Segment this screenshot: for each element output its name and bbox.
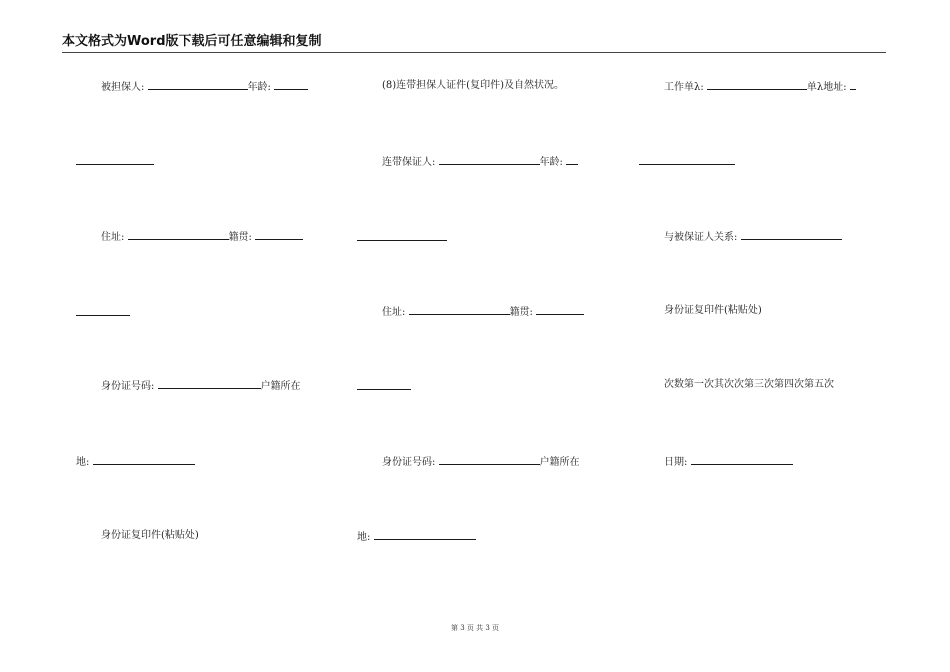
origin-label: 籍贯: — [228, 232, 252, 243]
joint-guarantor-label: 连带保证人: — [382, 157, 436, 168]
times-row: 次数第一次其次次第三次第四次第五次 — [664, 379, 834, 390]
relation-row — [664, 229, 842, 245]
continuation-blank-3[interactable] — [357, 232, 447, 241]
address-blank[interactable] — [128, 229, 229, 240]
hukou-label: 户籍所在 — [260, 381, 301, 392]
document-header-title: 本文格式为Word版下载后可任意编辑和复制 — [62, 34, 322, 49]
relation-label: 与被保证人关系: — [664, 232, 738, 243]
continuation-blank-2[interactable] — [76, 307, 130, 316]
address-label: 住址: — [382, 307, 406, 318]
origin-blank[interactable] — [255, 229, 303, 240]
insured-name-blank[interactable] — [148, 79, 248, 90]
date-row — [664, 454, 793, 470]
page-footer: 第 3 页 共 3 页 — [450, 624, 500, 632]
address-row — [382, 304, 584, 320]
column-insured-person — [76, 0, 326, 672]
address-blank[interactable] — [409, 304, 510, 315]
age-label: 年龄: — [247, 82, 271, 93]
continuation-blank-1[interactable] — [76, 156, 154, 165]
age-label: 年龄: — [539, 157, 563, 168]
column-joint-guarantor — [357, 0, 607, 672]
date-blank[interactable] — [691, 454, 793, 465]
relation-blank[interactable] — [741, 229, 842, 240]
work-unit-blank[interactable] — [707, 79, 807, 90]
id-number-label: 身份证号码: — [382, 457, 436, 468]
id-copy-label: 身份证复印件(粘贴处) — [101, 530, 199, 541]
origin-label: 籍贯: — [509, 307, 533, 318]
work-unit-row — [664, 79, 856, 95]
item-8-text: (8)连带担保人证件(复印件)及自然状况。 — [382, 80, 564, 91]
address-row — [101, 229, 303, 245]
di-label: 地: — [76, 457, 90, 468]
date-label: 日期: — [664, 457, 688, 468]
address-label: 住址: — [101, 232, 125, 243]
work-unit-label: 工作单λ: — [664, 82, 704, 93]
hukou-label: 户籍所在 — [539, 457, 580, 468]
origin-blank[interactable] — [536, 304, 584, 315]
insured-row — [101, 79, 308, 95]
unit-address-blank[interactable] — [850, 79, 856, 90]
age-blank[interactable] — [566, 154, 578, 165]
column-work-info — [639, 0, 889, 672]
continuation-blank-5[interactable] — [639, 156, 735, 165]
di-label: 地: — [357, 532, 371, 543]
hukou-address-row — [357, 529, 476, 545]
id-number-label: 身份证号码: — [101, 381, 155, 392]
hukou-address-blank[interactable] — [374, 529, 476, 540]
joint-guarantor-row — [382, 154, 578, 170]
hukou-address-row — [76, 454, 195, 470]
hukou-address-blank[interactable] — [93, 454, 195, 465]
insured-label: 被担保人: — [101, 82, 145, 93]
joint-guarantor-blank[interactable] — [439, 154, 540, 165]
id-number-blank[interactable] — [158, 378, 261, 389]
id-copy-label: 身份证复印件(粘贴处) — [664, 305, 762, 316]
continuation-blank-4[interactable] — [357, 381, 411, 390]
id-number-row — [382, 454, 580, 470]
unit-address-label: 单λ地址: — [806, 82, 847, 93]
age-blank[interactable] — [274, 79, 308, 90]
id-number-row — [101, 378, 301, 394]
id-number-blank[interactable] — [439, 454, 540, 465]
